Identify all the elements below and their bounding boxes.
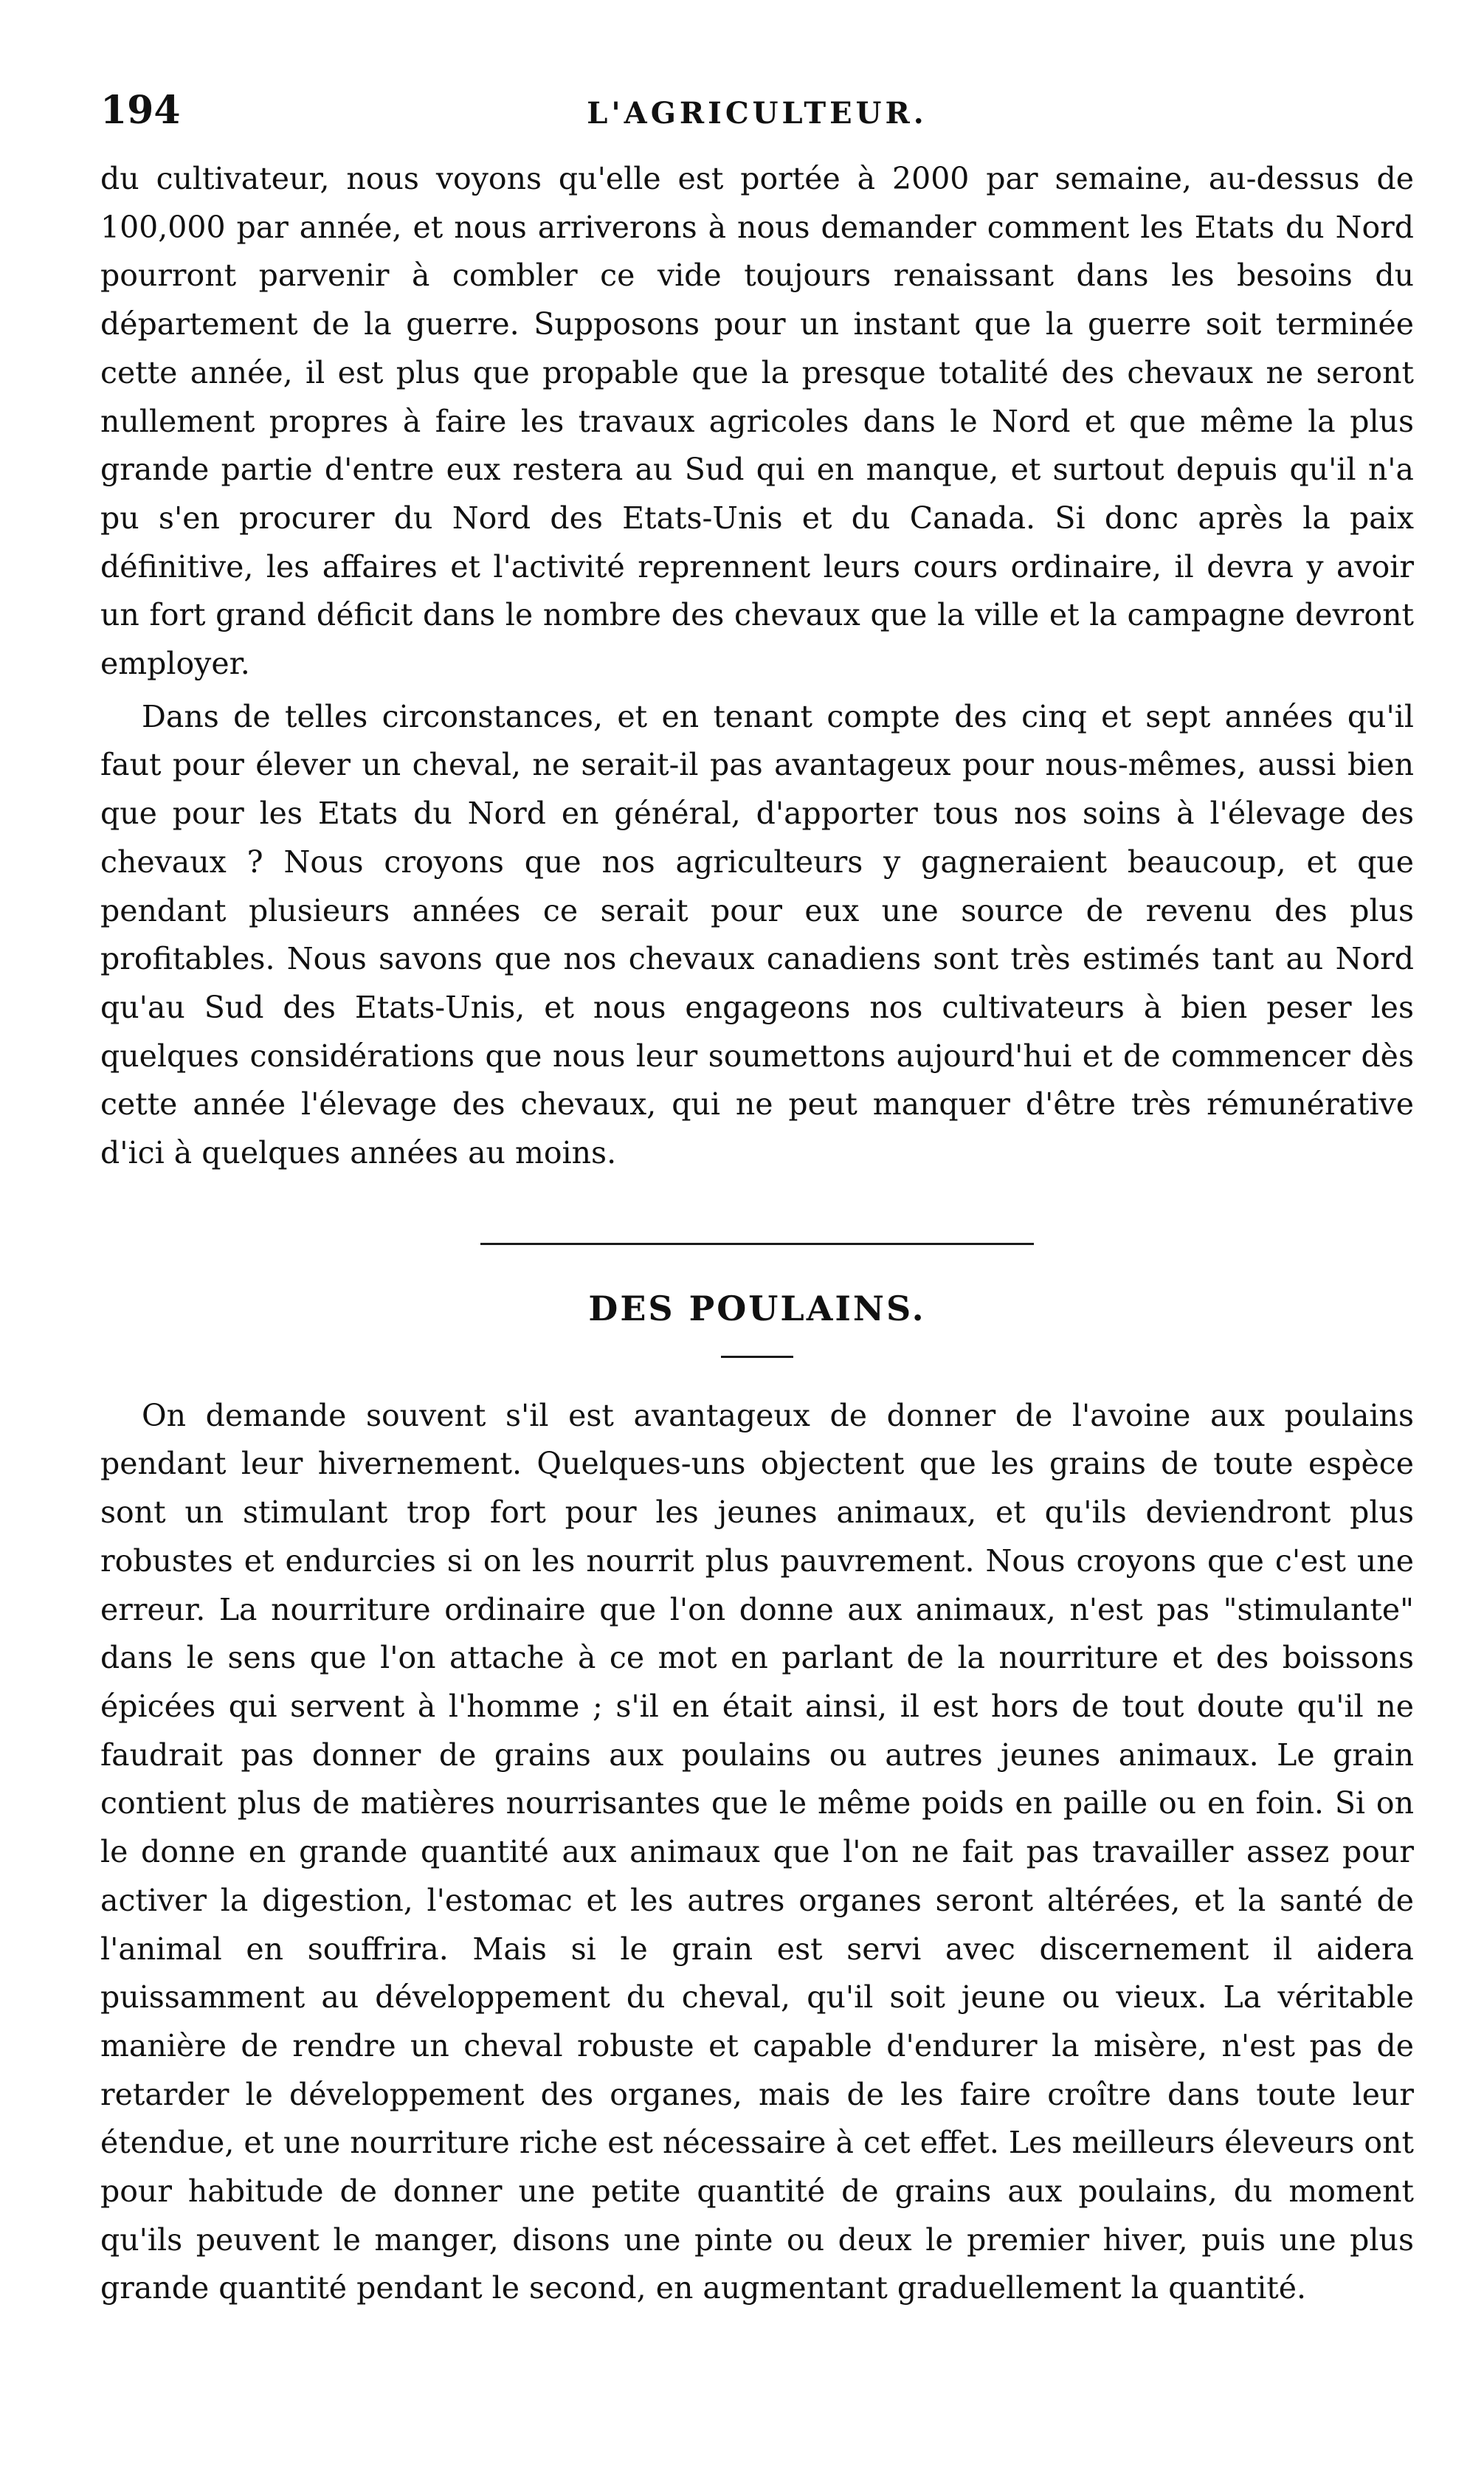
paragraph-horse-breeding: Dans de telles circonstances, et en tenant compte des cinq et sept années qu'il faut pour élever un cheval, ne serait-il pas avantageux pour nous-mêmes, aussi bien que pour les Etats du Nord en général, d'apporter tous nos soins à l'élevage des chevaux ? Nous croyons que nos agriculteurs y gagneraient beaucoup, et que pendant plusieurs années ce serait pour eux une source de revenu des plus profitables. Nous savons que nos chevaux canadiens sont très estimés tant au Nord qu'au Sud des Etats-Unis, et nous engageons nos cultivateurs à bien peser les quelques considérations que nous leur soumettons aujourd'hui et de commencer dès cette année l'élevage des chevaux, qui ne peut manquer d'être très rémunérative d'ici à quelques années au moins. <box>100 698 1414 1171</box>
book-page <box>100 89 1414 2313</box>
title-underline <box>721 1356 793 1358</box>
section-divider <box>480 1243 1034 1245</box>
paragraph-poulains: On demande souvent s'il est avantageux de donner de l'avoine aux poulains pendant leur hivernement. Quelques-uns objectent que les grains de toute espèce sont un stimulant trop fort pour les jeunes animaux, et qu'ils deviendront plus robustes et endurcies si on les nourrit plus pauvrement. Nous croyons que c'est une erreur. La nourriture ordinaire que l'on donne aux animaux, n'est pas "stimulante" dans le sens que l'on attache à ce mot en parlant de la nourriture et des boissons épicées qui servent à l'homme ; s'il en était ainsi, il est hors de tout doute qu'il ne faudrait pas donner de grains aux poulains ou autres jeunes animaux. Le grain contient plus de matières nourrisantes que le même poids en paille ou en foin. Si on le donne en grande quantité aux animaux que l'on ne fait pas travailler assez pour activer la digestion, l'estomac et les autres organes seront altérées, et la santé de l'animal en souffrira. Mais si le grain est servi avec discernement il aidera puissamment au développement du cheval, qu'il soit jeune ou vieux. La véritable manière de rendre un cheval robuste et capable d'endurer la misère, n'est pas de retarder le développement des organes, mais de les faire croître dans toute leur étendue, et une nourriture riche est nécessaire à cet effet. Les meilleurs éleveurs ont pour habitude de donner une petite quantité de grains aux poulains, du moment qu'ils peuvent le manger, disons une pinte ou deux le premier hiver, puis une plus grande quantité pendant le second, en augmentant graduellement la quantité. <box>100 1397 1414 2306</box>
page-number: 194 <box>100 88 181 133</box>
journal-title: L'AGRICULTEUR. <box>587 96 928 131</box>
paragraph-continuation: du cultivateur, nous voyons qu'elle est portée à 2000 par semaine, au-dessus de 100,000 par année, et nous arriverons à nous demander comment les Etats du Nord pourront parvenir à combler ce vide toujours renaissant dans les besoins du département de la guerre. Supposons pour un instant que la guerre soit terminée cette année, il est plus que propable que la presque totalité des chevaux ne seront nullement propres à faire les travaux agricoles dans le Nord et que même la plus grande partie d'entre eux restera au Sud qui en manque, et surtout depuis qu'il n'a pu s'en procurer du Nord des Etats-Unis et du Canada. Si donc après la paix définitive, les affaires et l'activité reprennent leurs cours ordinaire, il devra y avoir un fort grand déficit dans le nombre des chevaux que la ville et la campagne devront employer. <box>100 161 1414 682</box>
section-title: DES POULAINS. <box>588 1288 926 1328</box>
running-head <box>100 89 1414 148</box>
